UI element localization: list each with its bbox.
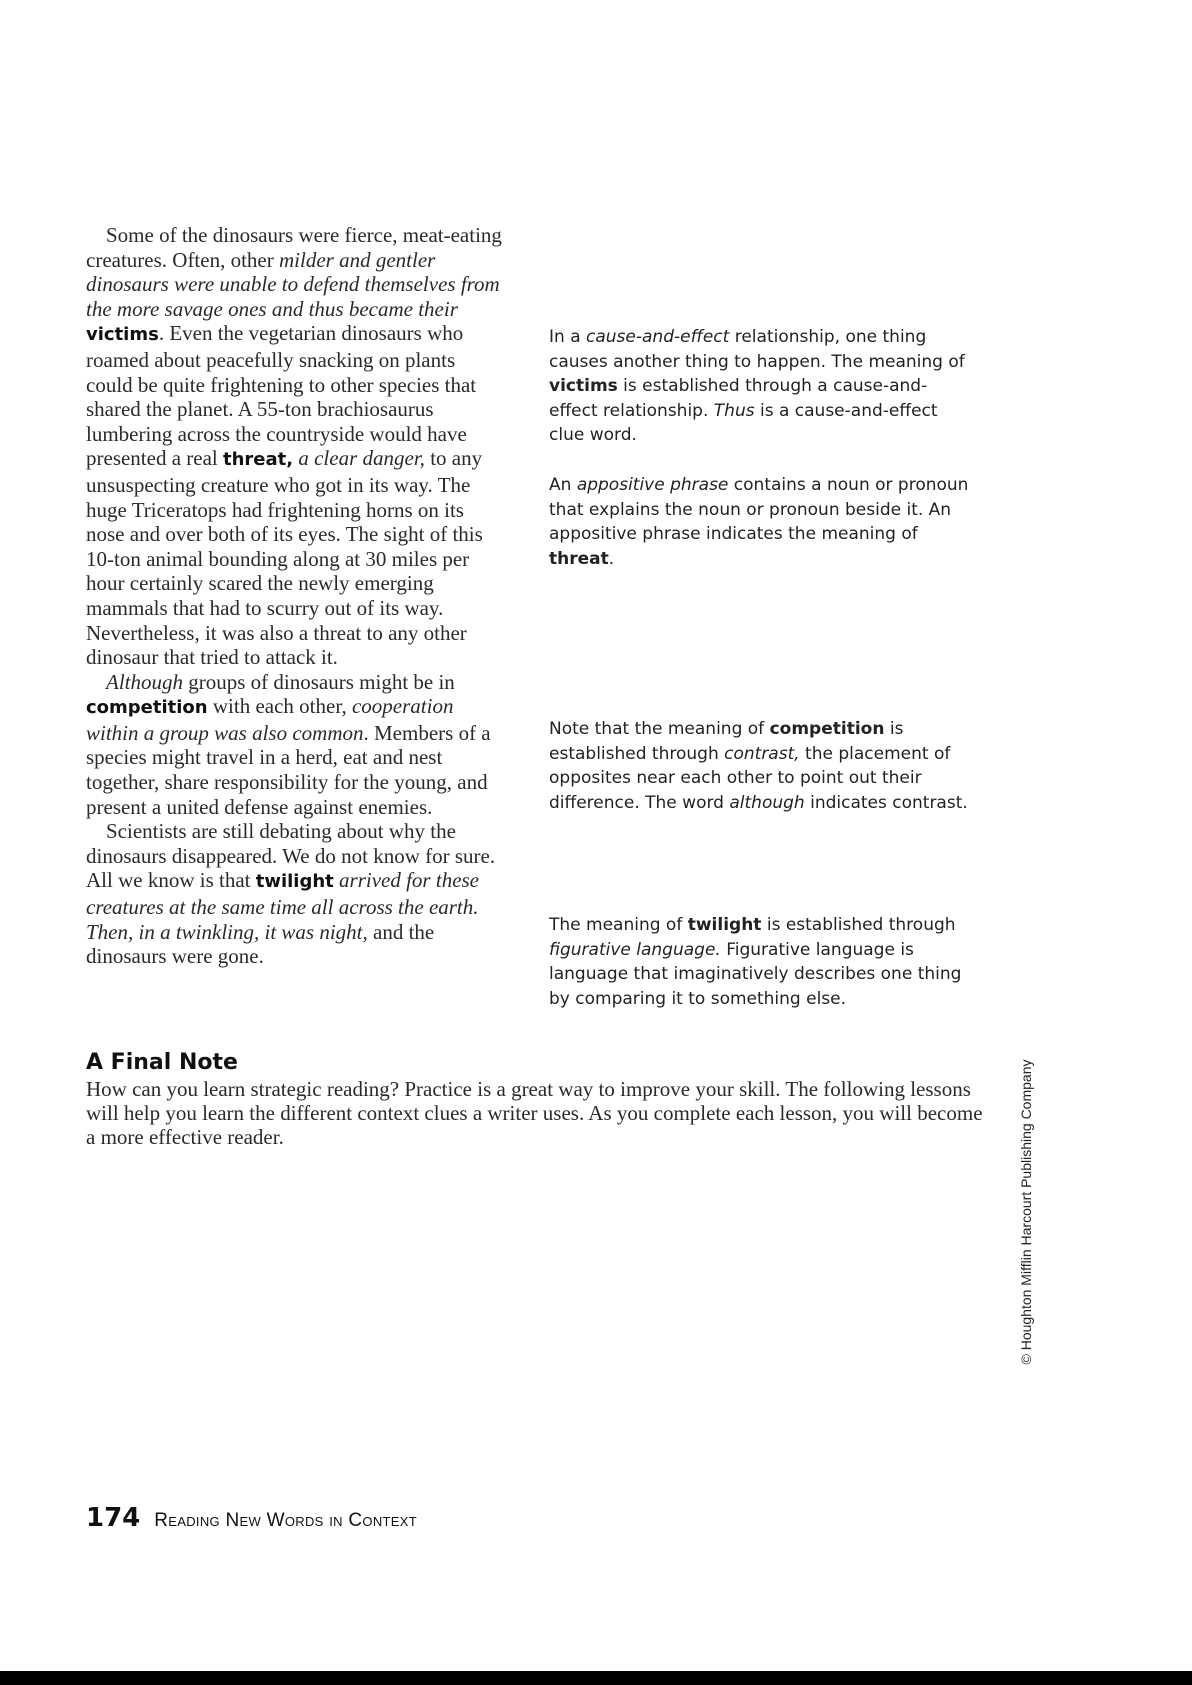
final-note-text: How can you learn strategic reading? Practice is a great way to improve your skill. The following lessons will help you learn the different context clues a writer uses. As you complete each lesson, you will become a more effective reader. bbox=[86, 1077, 983, 1149]
note-text: is established through a cause-and-effect relationship. bbox=[549, 376, 928, 421]
bottom-border-bar bbox=[0, 1671, 1192, 1685]
text: . Members of a species might travel in a herd, eat and nest together, share responsibility for the young, and present a united defense against enemies. bbox=[86, 720, 491, 819]
note-term: although bbox=[729, 792, 805, 813]
note-text: Figurative language is language that imaginatively describes one thing by comparing it to something else. bbox=[549, 939, 962, 1009]
passage-paragraph-2 bbox=[86, 670, 506, 820]
note-keyword: threat bbox=[549, 548, 609, 569]
context-clue-threat: a clear danger, bbox=[298, 446, 425, 471]
keyword-twilight: twilight bbox=[255, 871, 334, 893]
note-text: An bbox=[549, 475, 577, 495]
note-text: Note that the meaning of bbox=[549, 719, 770, 739]
note-text: indicates contrast. bbox=[804, 792, 968, 813]
context-clue-twilight: arrived for these creatures at the same time all across the earth. Then, in a twinkling, it was night, bbox=[86, 868, 480, 944]
final-note-heading: A Final Note bbox=[86, 1050, 238, 1075]
keyword-victims: victims bbox=[86, 324, 159, 346]
copyright-text: © Houghton Mifflin Harcourt Publishing Company bbox=[1018, 1059, 1034, 1365]
note-term: appositive phrase bbox=[576, 475, 729, 495]
text: to any unsuspecting creature who got in its way. The huge Triceratops had frightening horns on its nose and over both of its eyes. The sight of this 10-ton animal bounding along at 30 miles per hour certainly scared the newly emerging mammals that had to scurry out of its way. Nevertheless, it was also a threat to any other dinosaur that tried to attack it. bbox=[86, 446, 483, 670]
running-title: Reading New Words in Context bbox=[154, 1510, 417, 1531]
note-term: Thus bbox=[713, 400, 755, 421]
passage-paragraph-1 bbox=[86, 223, 506, 670]
note-term: figurative language. bbox=[549, 939, 721, 960]
note-text: In a bbox=[549, 327, 587, 347]
page-footer bbox=[86, 1503, 417, 1533]
context-clue-cooperation: cooperation within a group was also common bbox=[86, 694, 454, 745]
note-term: cause-and-effect bbox=[586, 327, 730, 347]
margin-note-threat bbox=[549, 473, 969, 571]
copyright-notice bbox=[1016, 1057, 1036, 1367]
text: Some of the dinosaurs were fierce, meat-eating creatures. Often, other bbox=[86, 223, 502, 272]
context-clue-although: Although bbox=[106, 669, 183, 694]
margin-note-twilight bbox=[549, 913, 969, 1011]
note-text: . bbox=[608, 548, 615, 569]
text: and the dinosaurs were gone. bbox=[86, 919, 435, 969]
passage bbox=[86, 223, 506, 969]
margin-note-competition bbox=[549, 717, 969, 815]
text: . Even the vegetarian dinosaurs who roamed about peacefully snacking on plants could be quite frightening to other species that shared the planet. A 55-ton brachiosaurus lumbering across the countryside would have presented a real bbox=[86, 321, 477, 471]
text: with each other, bbox=[207, 694, 352, 719]
note-keyword: twilight bbox=[687, 915, 762, 935]
passage-paragraph-3 bbox=[86, 819, 506, 969]
text: Scientists are still debating about why the dinosaurs disappeared. We do not know for sure. All we know is that bbox=[86, 819, 496, 893]
note-text: contains a noun or pronoun that explains the noun or pronoun beside it. An appositive phrase indicates the meaning of bbox=[549, 475, 969, 545]
page-number: 174 bbox=[86, 1503, 141, 1533]
margin-note-victims bbox=[549, 325, 969, 448]
note-term: contrast, bbox=[724, 743, 800, 764]
context-clue-victims: milder and gentler dinosaurs were unable to defend themselves from the more savage ones and thus became their bbox=[86, 247, 500, 321]
note-keyword: competition bbox=[769, 719, 885, 739]
keyword-threat: threat, bbox=[223, 449, 294, 471]
note-text: the placement of opposites near each other to point out their difference. The word bbox=[549, 743, 951, 813]
note-text: is established through bbox=[761, 915, 956, 935]
note-text: is established through bbox=[549, 719, 904, 764]
note-text: is a cause-and-effect clue word. bbox=[549, 400, 938, 446]
keyword-competition: competition bbox=[86, 697, 208, 719]
note-keyword: victims bbox=[549, 376, 618, 397]
note-text: The meaning of bbox=[549, 915, 688, 935]
note-text: relationship, one thing causes another thing to happen. The meaning of bbox=[549, 327, 965, 372]
text: groups of dinosaurs might be in bbox=[183, 669, 455, 694]
